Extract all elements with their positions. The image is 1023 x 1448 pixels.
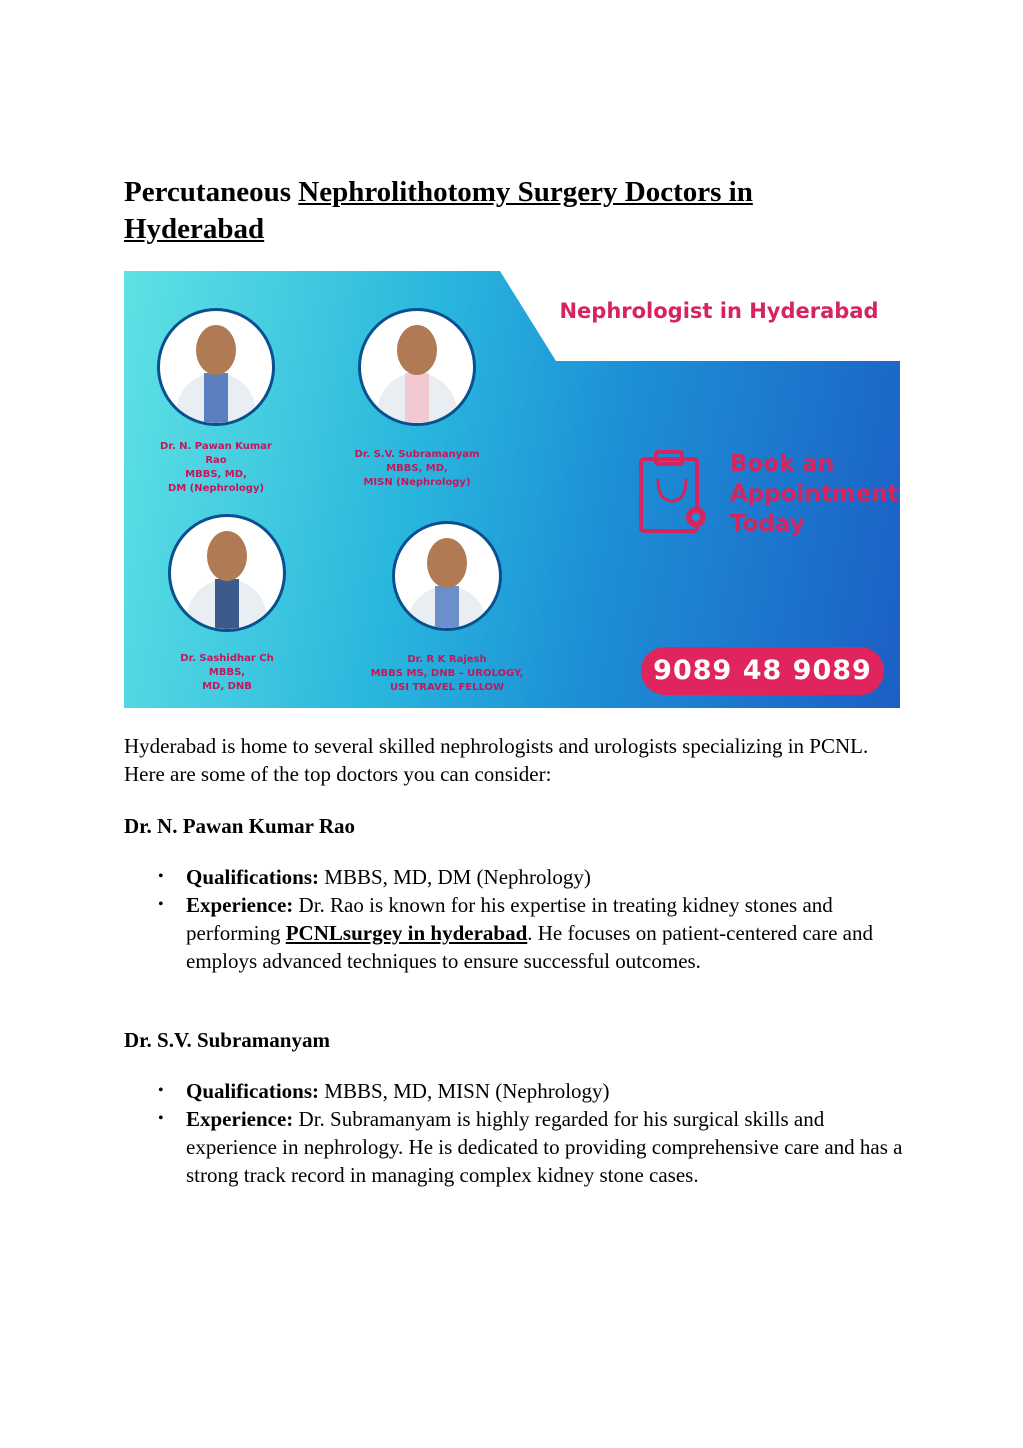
phone-number-badge: 9089 48 9089 [641,647,884,695]
experience-text: Dr. Subramanyam is highly regarded for his surgical skills and experience in nephrology. He is dedicated to providing comprehensive care and has a strong track record in managing complex kidney stone cases. [186,1107,903,1187]
bullet-icon: • [158,868,164,885]
doctor-photo [392,521,502,631]
title-link[interactable]: Nephrolithotomy Surgery Doctors in Hyderabad [124,176,753,245]
doctor-card [152,514,302,694]
caption-line: USI TRAVEL FELLOW [389,682,505,693]
doctor-heading: Dr. S.V. Subramanyam [124,1028,330,1052]
bullet-icon: • [158,1110,164,1127]
experience-text: Dr. Rao is known for his expertise in treating kidney stones and performing [186,893,833,945]
caption-line: MISN (Nephrology) [363,477,471,488]
caption-line: Rao [205,455,227,466]
pcnl-surgery-link[interactable]: PCNLsurgey in hyderabad [285,921,528,945]
book-appointment-block [636,441,900,541]
list-item [124,1077,904,1105]
doctor-heading: Dr. N. Pawan Kumar Rao [124,814,356,838]
experience-label: Experience: [186,893,294,917]
doctor-card [141,308,291,496]
intro-paragraph: Hyderabad is home to several skilled nephrologists and urologists specializing in PCNL. Here are some of the top doctors you can consider: [124,734,869,786]
caption-line: MBBS, MD, [386,463,448,474]
qualifications-value: MBBS, MD, MISN (Nephrology) [319,1079,610,1103]
experience-label: Experience: [186,1107,294,1131]
bullet-icon: • [158,896,164,913]
bullet-icon: • [158,1082,164,1099]
qualifications-label: Qualifications: [186,865,320,889]
book-line: Book an [730,451,835,477]
doctor-card [357,521,537,695]
clipboard-stethoscope-icon [638,449,710,535]
title-plain: Percutaneous [124,176,299,208]
doctor-card [342,308,492,490]
doctor-caption [152,652,302,694]
caption-line: MD, DNB [202,681,252,692]
doctor-caption [141,440,291,496]
caption-line: Dr. R K Rajesh [407,654,487,665]
doctor-details-list [124,1077,904,1189]
page-title [124,174,884,248]
doctors-banner-image [124,271,900,708]
caption-line: Dr. N. Pawan Kumar [160,441,272,452]
caption-line: Dr. S.V. Subramanyam [354,449,480,460]
book-line: Today [730,511,805,537]
qualifications-label: Qualifications: [186,1079,320,1103]
list-item [124,891,904,975]
doctor-photo [168,514,286,632]
doctor-caption [357,653,537,695]
doctor-details-list [124,863,904,975]
caption-line: DM (Nephrology) [167,483,265,494]
caption-line: MBBS MS, DNB – UROLOGY, [370,668,524,679]
doctor-photo [157,308,275,426]
caption-line: MBBS, [208,667,246,678]
banner-tag: Nephrologist in Hyderabad [559,299,879,323]
book-appointment-text [730,449,900,539]
list-item [124,863,904,891]
qualifications-value: MBBS, MD, DM (Nephrology) [319,865,591,889]
caption-line: Dr. Sashidhar Ch [180,653,274,664]
doctor-caption [342,448,492,490]
caption-line: MBBS, MD, [185,469,247,480]
experience-text-continued: . He focuses on patient-centered care and employs advanced techniques to ensure successful outcomes. [186,921,874,973]
book-line: Appointment [730,481,899,507]
doctor-photo [358,308,476,426]
list-item [124,1105,904,1189]
